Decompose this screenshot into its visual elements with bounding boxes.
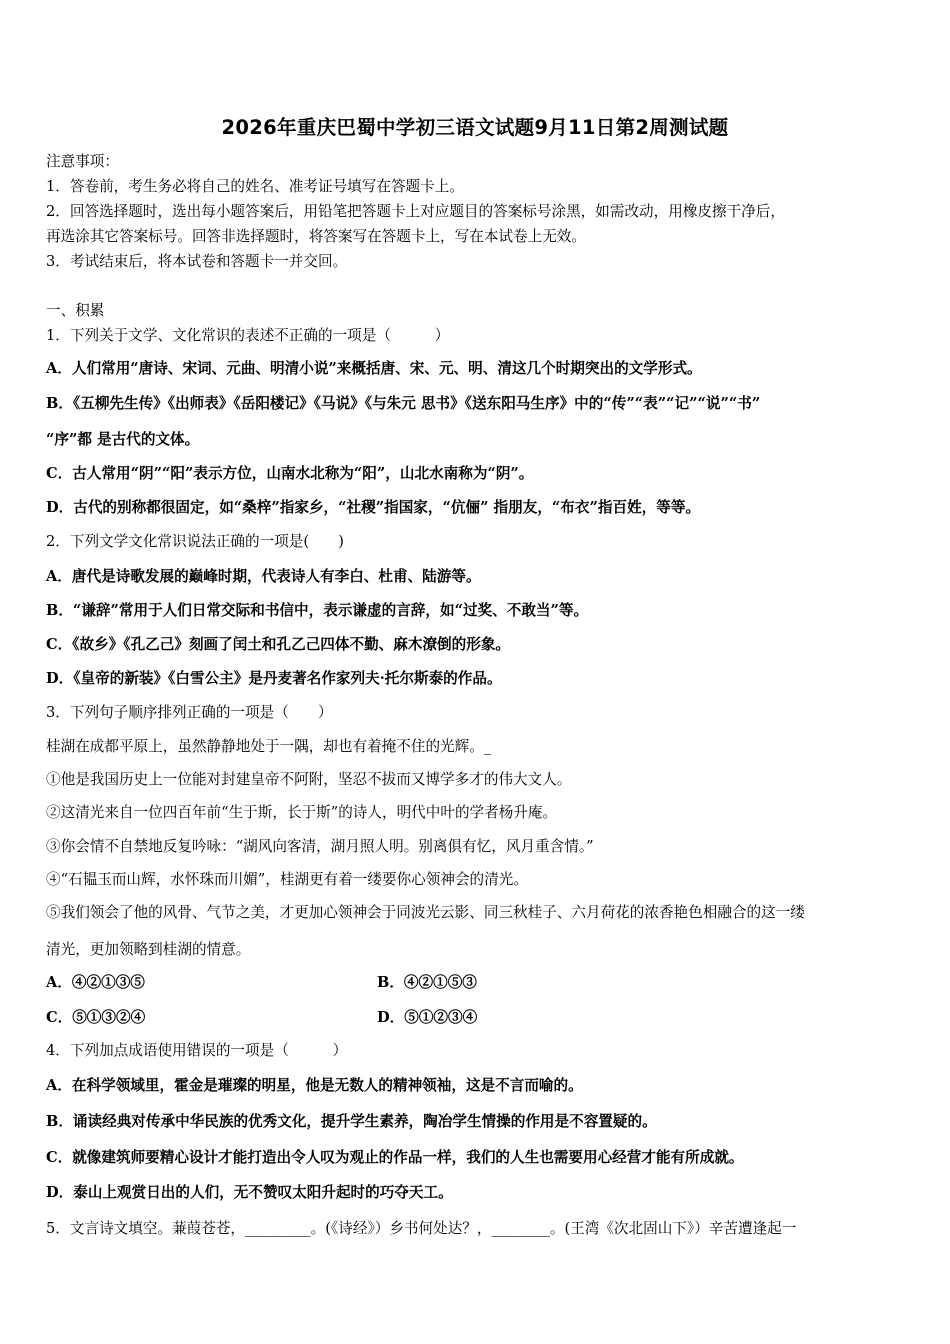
- question-4-stem: 4．下列加点成语使用错误的一项是（ ）: [46, 1042, 348, 1059]
- q1-option-b: B．《五柳先生传》《出师表》《岳阳楼记》《马说》《与朱元 思书》《送东阳马生序》中的“传”“表”“记”“说”“书”: [46, 395, 761, 412]
- q3-sentence-1: ①他是我国历史上一位能对封建皇帝不阿附，坚忍不拔而又博学多才的伟大文人。: [46, 771, 572, 788]
- q4-option-a: A．在科学领域里，霍金是璀璨的明星，他是无数人的精神领袖，这是不言而喻的。: [46, 1077, 583, 1094]
- q2-option-a: A．唐代是诗歌发展的巅峰时期，代表诗人有李白、杜甫、陆游等。: [46, 568, 481, 585]
- question-3-stem: 3．下列句子顺序排列正确的一项是（ ）: [46, 704, 333, 721]
- q1-option-a: A．人们常用“唐诗、宋词、元曲、明清小说”来概括唐、宋、元、明、清这几个时期突出的文学形式。: [46, 360, 702, 377]
- q2-option-c: C．《故乡》《孔乙己》刻画了闰土和孔乙己四体不勤、麻木潦倒的形象。: [46, 636, 511, 653]
- notice-item: 3．考试结束后，将本试卷和答题卡一并交回。: [46, 253, 348, 270]
- q2-option-b: B．“谦辞”常用于人们日常交际和书信中，表示谦虚的言辞，如“过奖、不敢当”等。: [46, 602, 589, 619]
- notice-item: 2．回答选择题时，选出每小题答案后，用铅笔把答题卡上对应题目的答案标号涂黑，如需改动，用橡皮擦干净后，: [46, 203, 785, 220]
- q3-intro: 桂湖在成都平原上，虽然静静地处于一隅，却也有着掩不住的光辉。_: [46, 738, 492, 755]
- question-2-stem: 2．下列文学文化常识说法正确的一项是( ): [46, 533, 344, 550]
- notice-item: 1．答卷前，考生务必将自己的姓名、准考证号填写在答题卡上。: [46, 178, 464, 195]
- q3-sentence-3: ③你会情不自禁地反复吟咏：“湖风向客清，湖月照人明。别离俱有忆，风月重含情。”: [46, 838, 594, 855]
- notice-item: 再选涂其它答案标号。回答非选择题时，将答案写在答题卡上，写在本试卷上无效。: [46, 228, 586, 245]
- q1-option-b-continued: “序”都 是古代的文体。: [46, 431, 200, 448]
- q3-sentence-5: ⑤我们领会了他的风骨、气节之美，才更加心领神会于同波光云影、同三秋桂子、六月荷花的浓香艳色相融合的这一缕: [46, 904, 805, 921]
- q3-sentence-4: ④“石韫玉而山辉，水怀珠而川媚”，桂湖更有着一缕要你心领神会的清光。: [46, 871, 528, 888]
- q4-option-d: D．泰山上观赏日出的人们，无不赞叹太阳升起时的巧夺天工。: [46, 1184, 453, 1201]
- q3-option-b: B．④②①⑤③: [377, 974, 477, 991]
- section-heading: 一、积累: [46, 302, 105, 319]
- q4-option-c: C．就像建筑师要精心设计才能打造出令人叹为观止的作品一样，我们的人生也需要用心经营才能有所成就。: [46, 1149, 744, 1166]
- q4-option-b: B．诵读经典对传承中华民族的优秀文化，提升学生素养，陶冶学生情操的作用是不容置疑的。: [46, 1113, 657, 1130]
- notice-heading: 注意事项：: [46, 153, 119, 170]
- q3-option-c: C．⑤①③②④: [46, 1009, 146, 1026]
- q1-option-c: C．古人常用“阴”“阳”表示方位，山南水北称为“阳”，山北水南称为“阴”。: [46, 465, 534, 482]
- q3-option-d: D．⑤①②③④: [377, 1009, 478, 1026]
- q3-sentence-5-continued: 清光，更加领略到桂湖的情意。: [46, 941, 251, 958]
- q3-sentence-2: ②这清光来自一位四百年前“生于斯，长于斯”的诗人，明代中叶的学者杨升庵。: [46, 804, 558, 821]
- q1-option-d: D．古代的别称都很固定，如“桑梓”指家乡，“社稷”指国家，“伉俪” 指朋友，“布衣”指百姓，等等。: [46, 499, 701, 516]
- question-1-stem: 1．下列关于文学、文化常识的表述不正确的一项是（ ）: [46, 327, 450, 344]
- q2-option-d: D．《皇帝的新装》《白雪公主》是丹麦著名作家列夫·托尔斯泰的作品。: [46, 670, 502, 687]
- question-5-stem: 5．文言诗文填空。蒹葭苍苍，_________。(《诗经》）乡书何处达？，________。(王湾《次北固山下》）辛苦遭逢起一: [46, 1220, 797, 1237]
- page-title: 2026年重庆巴蜀中学初三语文试题9月11日第2周测试题: [221, 116, 729, 139]
- q3-option-a: A．④②①③⑤: [46, 974, 145, 991]
